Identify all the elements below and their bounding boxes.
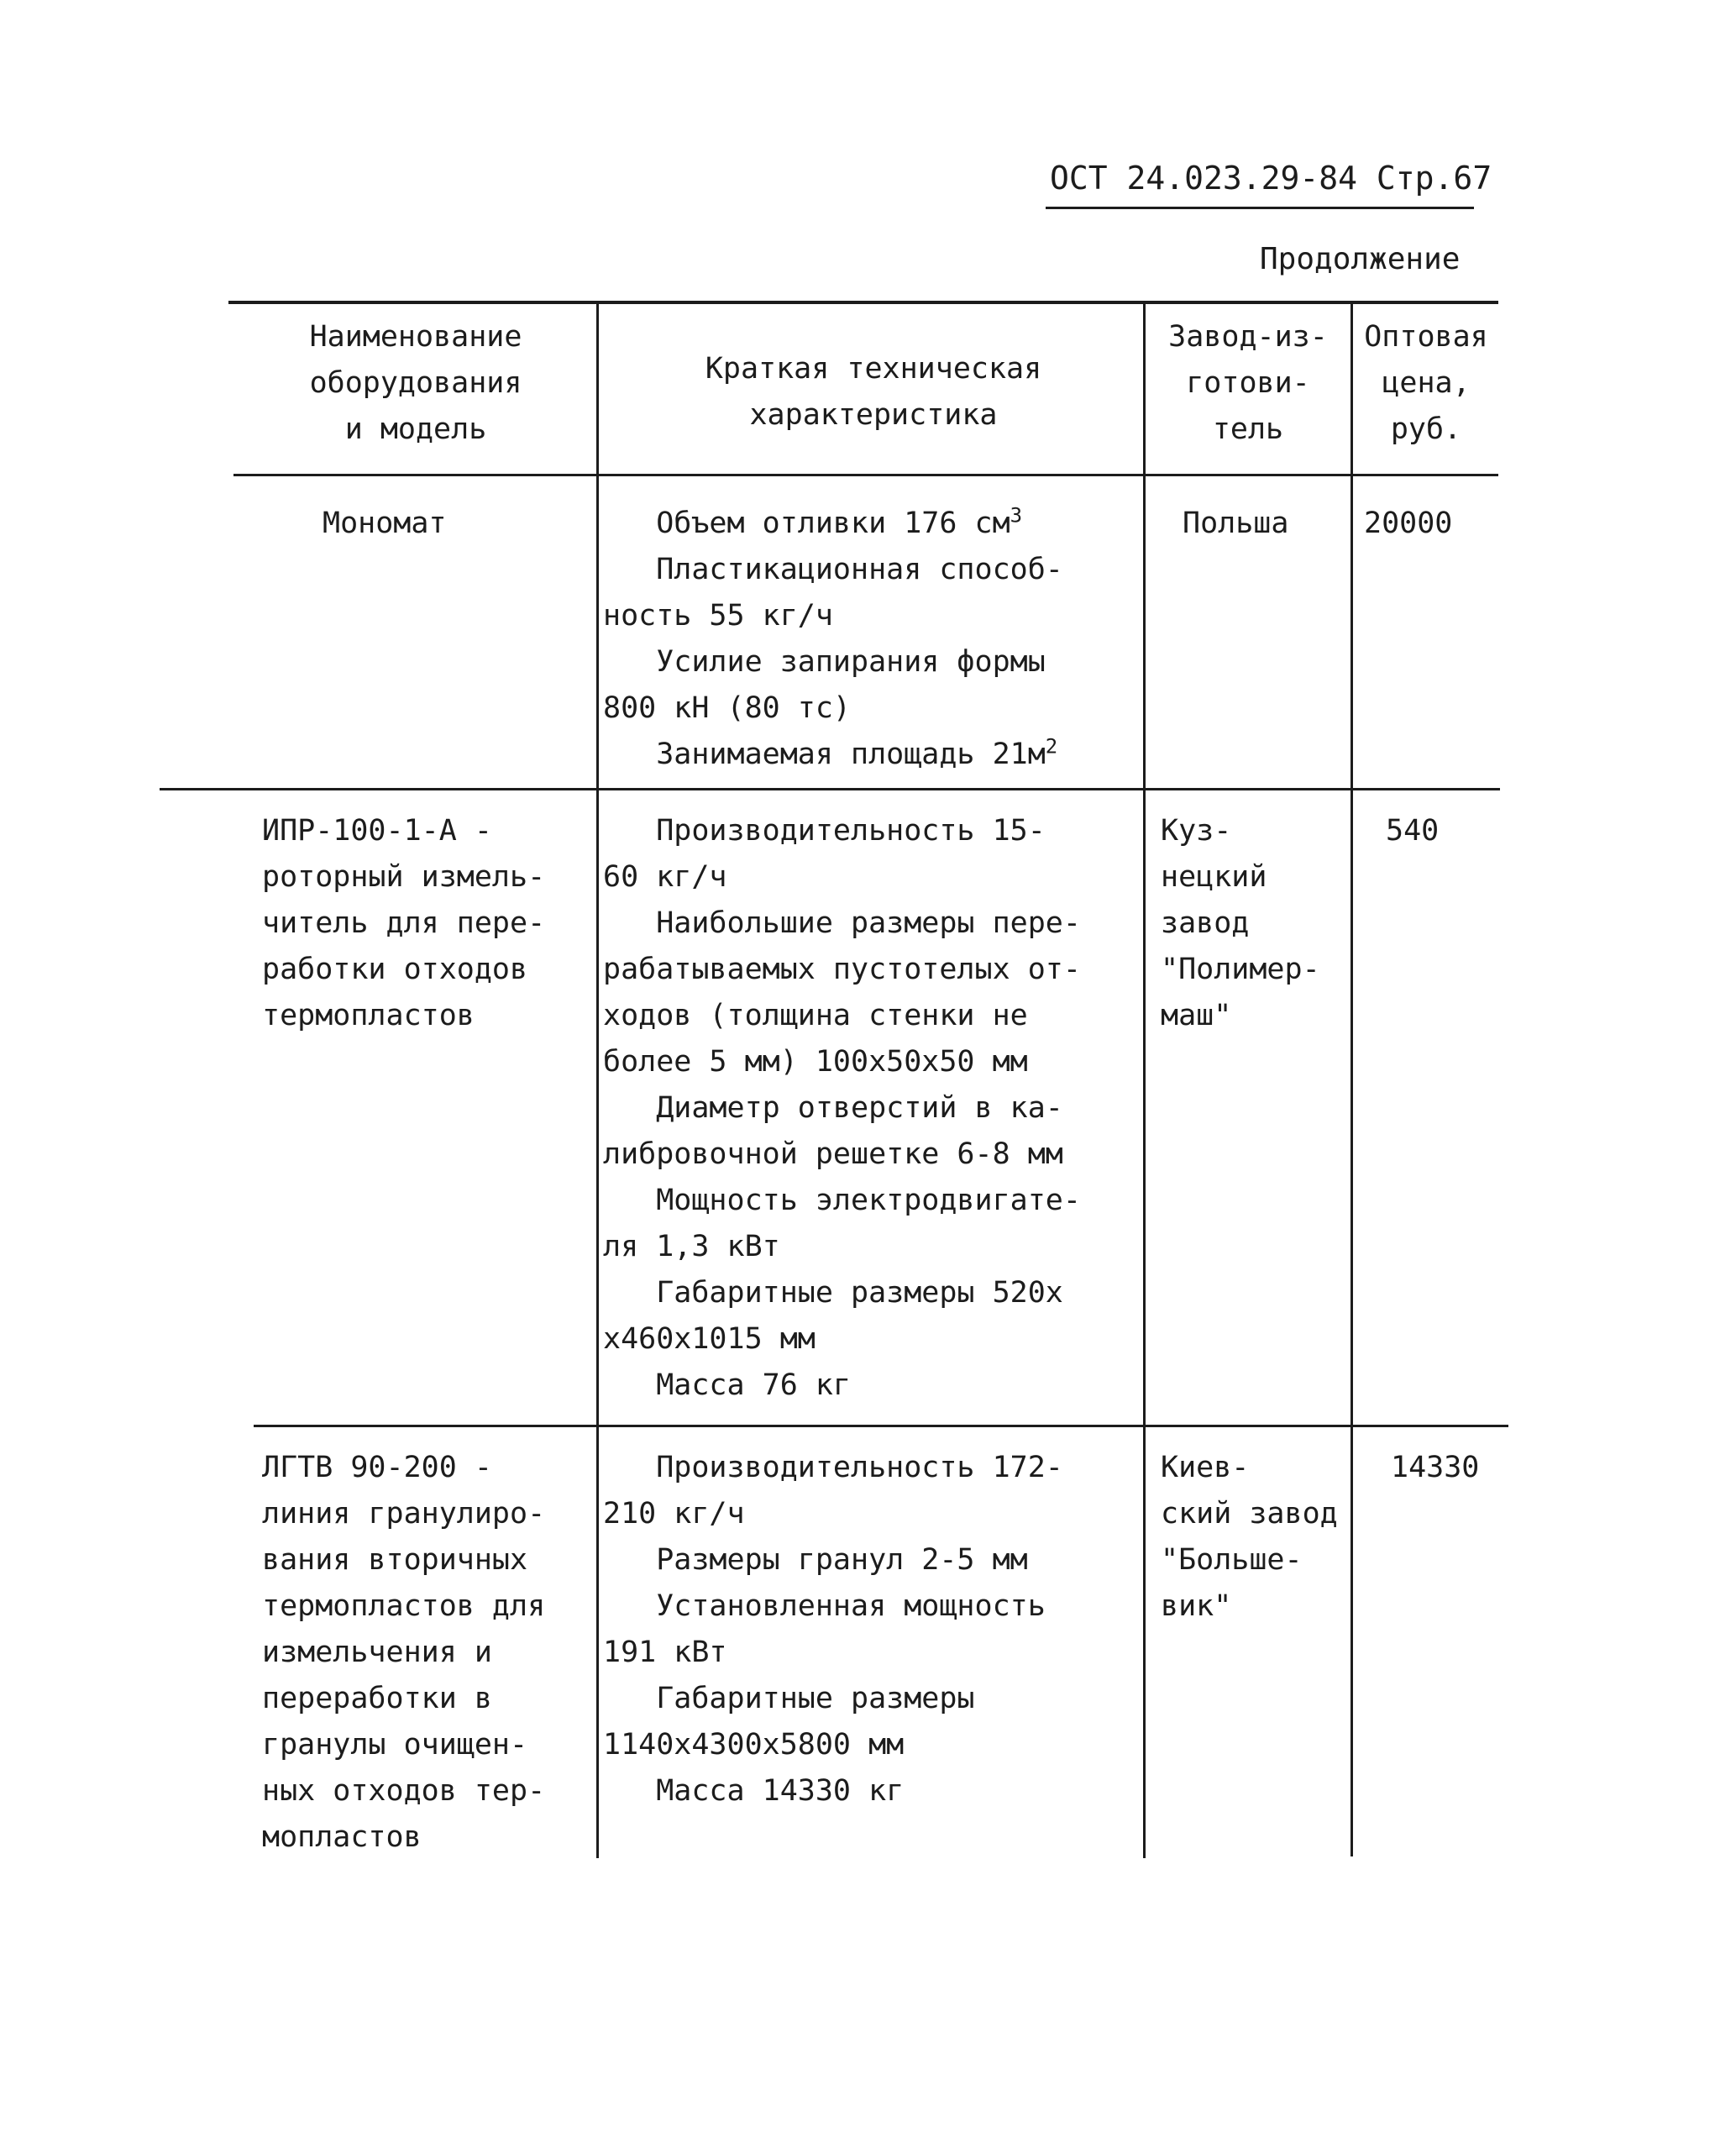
column-header-equipment: Наименование оборудования и модель	[309, 320, 522, 446]
row-1-manufacturer: Польша	[1183, 507, 1289, 540]
row-1-specification	[603, 501, 1063, 778]
row-1-spec-line-4: Усилие запирания формы	[603, 645, 1046, 679]
row-1-spec-line-3: ность 55 кг/ч	[603, 599, 833, 633]
column-header-manufacturer: Завод-из- готови- тель	[1168, 320, 1328, 446]
row-1-spec-superscript-area: 2	[1045, 734, 1058, 759]
document-code-underline	[1046, 207, 1474, 209]
row-2-specification: Производительность 15- 60 кг/ч Наибольшие размеры пере- рабатываемых пустотелых от- ходов (толщина стенки не более 5 мм) 100х50х50 мм Диаметр отверстий в ка- либровочной решетке 6-8 мм Мощность электродвигате- ля 1,3 кВт Габаритные размеры 520х х460х1015 мм Масса 76 кг	[603, 814, 1081, 1402]
header-bottom-rule	[233, 474, 1498, 476]
row-1-bottom-rule	[160, 788, 1500, 790]
row-2-bottom-rule	[254, 1425, 1508, 1427]
row-1-equipment-name: Мономат	[323, 507, 447, 540]
row-1-spec-line-5: 800 кН (80 тс)	[603, 691, 852, 725]
row-3-price: 14330	[1391, 1451, 1480, 1484]
column-divider-2	[1143, 302, 1146, 1858]
row-3-specification: Производительность 172- 210 кг/ч Размеры гранул 2-5 мм Установленная мощность 191 кВт Габаритные размеры 1140х4300х5800 мм Масса 14330 кг	[603, 1451, 1063, 1808]
column-divider-1	[596, 302, 599, 1858]
row-1-spec-line-2: Пластикационная способ-	[603, 553, 1063, 586]
row-1-spec-line-6: Занимаемая площадь 21м	[603, 738, 1046, 771]
row-3-manufacturer: Киев- ский завод "Больше- вик"	[1161, 1451, 1338, 1623]
row-3-equipment-name: ЛГТВ 90-200 - линия гранулиро- вания вторичных термопластов для измельчения и переработки в гранулы очищен- ных отходов тер- мопластов	[262, 1451, 546, 1854]
column-header-price: Оптовая цена, руб.	[1364, 320, 1488, 446]
column-header-specification: Краткая техническая характеристика	[705, 352, 1042, 432]
column-divider-3	[1351, 302, 1353, 1856]
row-2-manufacturer: Куз- нецкий завод "Полимер- маш"	[1161, 814, 1320, 1032]
row-2-equipment-name: ИПР-100-1-А - роторный измель- читель для пере- работки отходов термопластов	[262, 814, 546, 1032]
row-2-price: 540	[1386, 814, 1440, 848]
table-top-rule	[228, 301, 1498, 304]
continuation-label: Продолжение	[1260, 242, 1461, 276]
row-1-spec-line-1: Объем отливки 176 см	[603, 507, 1010, 540]
row-1-price: 20000	[1364, 507, 1453, 540]
document-code: ОСТ 24.023.29-84 Стр.67	[1050, 160, 1492, 197]
row-1-spec-superscript-volume: 3	[1010, 503, 1023, 528]
